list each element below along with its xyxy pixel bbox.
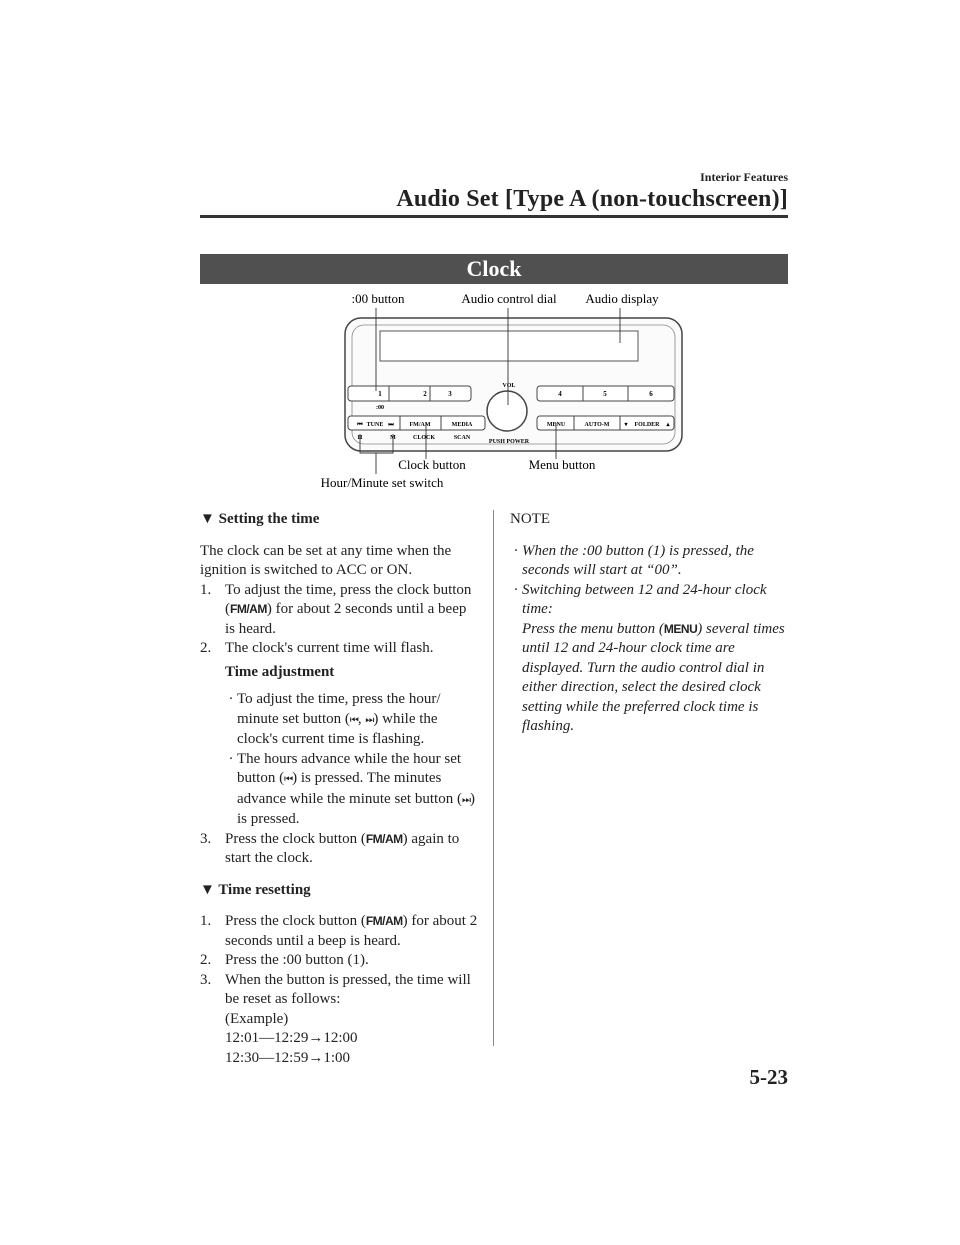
step-2 (200, 639, 480, 659)
preset-5-label: 5 (603, 390, 607, 398)
reset-step-3 (200, 971, 480, 1010)
bullet-item (225, 690, 480, 750)
audio-unit-diagram (300, 288, 700, 498)
example-label: (Example) (225, 1010, 289, 1027)
callout-audio-display: Audio display (585, 291, 659, 306)
left-column (200, 510, 480, 1068)
step-text: The clock's current time will flash. (225, 640, 434, 656)
bullet-text: The hours advance while the hour set button (⏮) is pressed. The minutes advance while the minute set button (⏭) is pressed. (237, 750, 475, 827)
step-number: 3. (200, 830, 212, 847)
audio-control-dial (487, 391, 527, 431)
callout-00-button: :00 button (351, 291, 405, 306)
step-text: Press the :00 button (1). (225, 952, 369, 968)
preset-2-label: 2 (423, 390, 427, 398)
tune-label: TUNE (366, 422, 384, 428)
note-item (510, 542, 790, 581)
example-line: 12:30―12:59→1:00 (225, 1049, 351, 1066)
fm-am-button-icon: FM/AM (365, 914, 403, 928)
note-text: When the :00 button (1) is pressed, the seconds will start at “00”. (522, 542, 754, 578)
previous-track-icon: ⏮ (357, 422, 363, 428)
preset-bar-left (348, 386, 471, 401)
example-line: 12:01―12:29→12:00 (225, 1030, 358, 1046)
section-label: Interior Features (700, 170, 788, 184)
scan-label: SCAN (453, 435, 471, 441)
note-text: Switching between 12 and 24-hour clock time: Press the menu button (MENU) several times until 12 and 24-hour clock time are displayed. Turn the audio control dial in either direction, select the desired clock setting while the preferred clock time is flashing. (522, 581, 785, 734)
triangle-marker-icon: ▼ (200, 881, 219, 898)
step-text: When the button is pressed, the time will be reset as follows: (225, 971, 471, 1007)
note-column (510, 510, 790, 737)
setting-time-heading: ▼ Setting the time (200, 511, 320, 527)
step-number: 2. (200, 640, 212, 656)
media-label: MEDIA (451, 422, 473, 428)
auto-m-label: AUTO-M (584, 422, 610, 428)
step-text: Press the clock button (FM/AM) for about 2 seconds until a beep is heard. (225, 913, 478, 949)
fm-am-label: FM/AM (409, 422, 431, 428)
folder-label: FOLDER (634, 422, 660, 428)
callout-audio-control-dial: Audio control dial (461, 291, 557, 306)
callout-clock-button: Clock button (398, 457, 466, 472)
folder-up-icon: ▴ (666, 422, 670, 428)
audio-display (380, 331, 638, 361)
time-resetting-heading: ▼ Time resetting (200, 881, 311, 898)
section-banner: Clock (200, 254, 788, 284)
next-track-icon: ⏭ (461, 794, 470, 806)
step-number: 1. (200, 913, 212, 929)
example-block (200, 1010, 480, 1069)
preset-4-label: 4 (558, 390, 562, 398)
menu-label: MENU (546, 422, 566, 428)
note-heading: NOTE (510, 511, 550, 527)
bullet-list (200, 690, 480, 830)
step-number: 1. (200, 581, 212, 598)
menu-button-icon: MENU (663, 621, 698, 636)
preset-6-label: 6 (649, 390, 653, 398)
step-text: Press the clock button (FM/AM) again to start the clock. (225, 830, 460, 866)
folder-down-icon: ▾ (624, 422, 628, 428)
clock-label: CLOCK (412, 435, 436, 441)
previous-track-icon: ⏮ (349, 714, 358, 726)
bullet-text: To adjust the time, press the hour/ minute set button (⏮, ⏭) while the clock's current time is flashing. (237, 691, 441, 747)
fm-am-button-icon: FM/AM (230, 602, 267, 616)
audio-unit-figure (300, 288, 700, 498)
page-title: Audio Set [Type A (non-touchscreen)] (396, 186, 788, 212)
next-track-icon: ⏭ (388, 422, 394, 428)
step-number: 3. (200, 971, 212, 988)
step-3 (200, 830, 480, 869)
preset-00-label: :00 (376, 405, 384, 411)
note-item (510, 581, 790, 737)
vol-label: VOL (502, 383, 516, 389)
minute-label: M (390, 435, 396, 441)
step-number: 2. (200, 952, 212, 968)
step-1 (200, 581, 480, 640)
hour-label: H (357, 435, 363, 441)
step-text: To adjust the time, press the clock button (FM/AM) for about 2 seconds until a beep is heard. (225, 581, 472, 637)
bullet-dot: · (228, 691, 234, 707)
column-divider (493, 510, 494, 1046)
intro-paragraph: The clock can be set at any time when the ignition is switched to ACC or ON. (200, 542, 452, 578)
preset-1-label: 1 (378, 390, 382, 398)
page-number: 5-23 (749, 1065, 788, 1089)
previous-track-icon: ⏮ (284, 774, 293, 785)
bullet-item (225, 750, 480, 830)
header-divider (200, 215, 788, 218)
callout-hour-minute-switch: Hour/Minute set switch (320, 475, 444, 490)
triangle-marker-icon: ▼ (200, 511, 219, 527)
next-track-icon: ⏭ (365, 714, 374, 726)
reset-step-2 (200, 951, 480, 971)
push-power-label: PUSH POWER (488, 439, 530, 445)
fm-am-button-icon: FM/AM (365, 831, 403, 846)
bullet-dot: · (513, 542, 519, 559)
bullet-dot: · (513, 581, 519, 598)
reset-step-1 (200, 912, 480, 951)
time-adjustment-subheading: Time adjustment (225, 663, 335, 680)
bullet-dot: · (228, 750, 234, 767)
preset-3-label: 3 (448, 390, 452, 398)
callout-menu-button: Menu button (528, 457, 596, 472)
